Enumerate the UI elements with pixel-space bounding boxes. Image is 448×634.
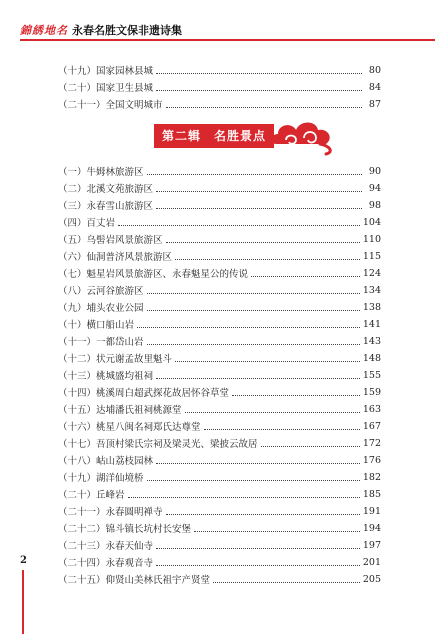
toc-entry[interactable] <box>58 265 381 281</box>
toc-entry-label: （八）云河谷旅游区 <box>58 286 144 297</box>
toc-entry-page: 155 <box>362 369 381 381</box>
toc-entry-page: 191 <box>362 505 381 517</box>
toc-entry-page: 90 <box>368 165 381 177</box>
toc-entry-page: 205 <box>362 573 381 585</box>
toc-entry[interactable] <box>58 571 381 587</box>
toc-entry-label: （十四）桃溪周白超武探花故居怀谷草堂 <box>58 388 230 399</box>
toc-entry[interactable] <box>58 486 381 502</box>
leader-dots <box>118 225 360 226</box>
toc-entry-label: （二）北溪文苑旅游区 <box>58 184 154 195</box>
toc-entry-label: （十九）国家园林县城 <box>58 66 154 77</box>
toc-entry-page: 84 <box>368 81 381 93</box>
toc-entry-page: 110 <box>362 233 381 245</box>
leader-dots <box>147 293 360 294</box>
leader-dots <box>194 531 360 532</box>
toc-entry-page: 201 <box>362 556 381 568</box>
leader-dots <box>156 208 362 209</box>
toc-entry-page: 197 <box>362 539 381 551</box>
leader-dots <box>175 361 360 362</box>
toc-entry-label: （五）乌髻岩风景旅游区 <box>58 235 163 246</box>
toc-entry[interactable] <box>58 248 381 264</box>
toc-entry-page: 159 <box>362 386 381 398</box>
toc-entry-label: （二十四）永春观音寺 <box>58 558 154 569</box>
toc-entry-label: （三）永春雪山旅游区 <box>58 201 154 212</box>
leader-dots <box>156 378 360 379</box>
toc-entry-label: （二十一）全国文明城市 <box>58 100 163 111</box>
leader-dots <box>232 395 360 396</box>
leader-dots <box>204 429 360 430</box>
leader-dots <box>261 446 360 447</box>
toc-entry-label: （二十二）锦斗镇长坑村长安堡 <box>58 524 192 535</box>
toc-entry[interactable] <box>58 214 381 230</box>
leader-dots <box>147 174 362 175</box>
toc-entry-label: （二十）国家卫生县城 <box>58 83 154 94</box>
toc-entry-label: （十六）桃星八闽名祠郑氏达尊堂 <box>58 422 201 433</box>
toc-entry-page: 143 <box>362 335 381 347</box>
toc-entry[interactable] <box>58 180 381 196</box>
leader-dots <box>128 497 360 498</box>
toc-entry[interactable] <box>58 418 381 434</box>
leader-dots <box>166 107 362 108</box>
series-title: 永春名胜文保非遗诗集 <box>72 24 182 37</box>
toc-entry[interactable] <box>58 350 381 366</box>
toc-entry[interactable] <box>58 469 381 485</box>
leader-dots <box>175 259 360 260</box>
toc-entry-page: 104 <box>362 216 381 228</box>
toc-entry-page: 148 <box>362 352 381 364</box>
toc-entry-label: （二十三）永春天仙寺 <box>58 541 154 552</box>
toc-entry-label: （十八）岵山荔枝园林 <box>58 456 154 467</box>
toc-entry[interactable] <box>58 163 381 179</box>
toc-entry-label: （四）百丈岩 <box>58 218 116 229</box>
toc-entry[interactable] <box>58 333 381 349</box>
toc-entry-label: （七）魁星岩风景旅游区、永春魁星公的传说 <box>58 269 249 280</box>
toc-entry-page: 163 <box>362 403 381 415</box>
leader-dots <box>147 480 360 481</box>
margin-rule <box>22 570 24 634</box>
toc-entry[interactable] <box>58 537 381 553</box>
leader-dots <box>147 344 360 345</box>
toc-entry-page: 141 <box>362 318 381 330</box>
toc-entry-page: 124 <box>362 267 381 279</box>
toc-entry-label: （九）埔头农业公园 <box>58 303 144 314</box>
toc-entry-label: （十）横口船山岩 <box>58 320 135 331</box>
toc-entry[interactable] <box>58 231 381 247</box>
toc-entry[interactable] <box>58 503 381 519</box>
leader-dots <box>156 90 362 91</box>
toc-entry[interactable] <box>58 96 381 112</box>
toc-entry-label: （十二）状元谢孟故里魁斗 <box>58 354 173 365</box>
toc-entry-page: 172 <box>362 437 381 449</box>
toc-entry-page: 87 <box>368 98 381 110</box>
toc-entry-page: 182 <box>362 471 381 483</box>
toc-entry-page: 176 <box>362 454 381 466</box>
toc-entry-label: （二十五）仰贤山美林氏祖宇产贤堂 <box>58 575 211 586</box>
leader-dots <box>137 327 360 328</box>
toc-entry-page: 115 <box>362 250 381 262</box>
toc-entry-page: 167 <box>362 420 381 432</box>
toc-entry[interactable] <box>58 62 381 78</box>
toc-entry[interactable] <box>58 197 381 213</box>
page-number: 2 <box>20 555 27 566</box>
brand-logo-text: 錦綉地名 <box>20 24 68 37</box>
leader-dots <box>156 548 360 549</box>
toc-entry-page: 138 <box>362 301 381 313</box>
toc-entry[interactable] <box>58 401 381 417</box>
toc-entry-label: （二十）丘峰岩 <box>58 490 125 501</box>
toc-entry[interactable] <box>58 282 381 298</box>
toc-entry[interactable] <box>58 384 381 400</box>
leader-dots <box>213 582 360 583</box>
toc-entry-page: 134 <box>362 284 381 296</box>
toc-entry-label: （六）仙洞普济风景旅游区 <box>58 252 173 263</box>
leader-dots <box>185 412 360 413</box>
toc-entry-label: （十五）达埔潘氏祖祠桃源堂 <box>58 405 182 416</box>
auspicious-cloud-icon <box>268 114 338 158</box>
leader-dots <box>156 191 362 192</box>
toc-entry-page: 98 <box>368 199 381 211</box>
leader-dots <box>166 514 360 515</box>
toc-entry-page: 194 <box>362 522 381 534</box>
toc-entry-page: 185 <box>362 488 381 500</box>
toc-entry[interactable] <box>58 520 381 536</box>
toc-entry[interactable] <box>58 316 381 332</box>
toc-entry-label: （一）牛姆林旅游区 <box>58 167 144 178</box>
leader-dots <box>251 276 360 277</box>
toc-entry-label: （十七）吾顶村梁氏宗祠及梁灵光、梁披云故居 <box>58 439 258 450</box>
toc-entry[interactable] <box>58 367 381 383</box>
toc-entry[interactable] <box>58 554 381 570</box>
toc-entry-label: （二十一）永春圆明禅寺 <box>58 507 163 518</box>
section-heading: 第二辑 名胜景点 <box>154 124 274 148</box>
leader-dots <box>156 463 360 464</box>
toc-entry-label: （十一）一都岱山岩 <box>58 337 144 348</box>
leader-dots <box>156 73 362 74</box>
leader-dots <box>156 565 360 566</box>
toc-entry-page: 94 <box>368 182 381 194</box>
leader-dots <box>166 242 360 243</box>
toc-entry[interactable] <box>58 452 381 468</box>
leader-dots <box>147 310 360 311</box>
toc-entry-label: （十三）桃城盛均祖祠 <box>58 371 154 382</box>
toc-entry[interactable] <box>58 435 381 451</box>
toc-entry[interactable] <box>58 79 381 95</box>
toc-entry[interactable] <box>58 299 381 315</box>
toc-entry-label: （十九）湖洋仙境桥 <box>58 473 144 484</box>
toc-entry-page: 80 <box>368 64 381 76</box>
